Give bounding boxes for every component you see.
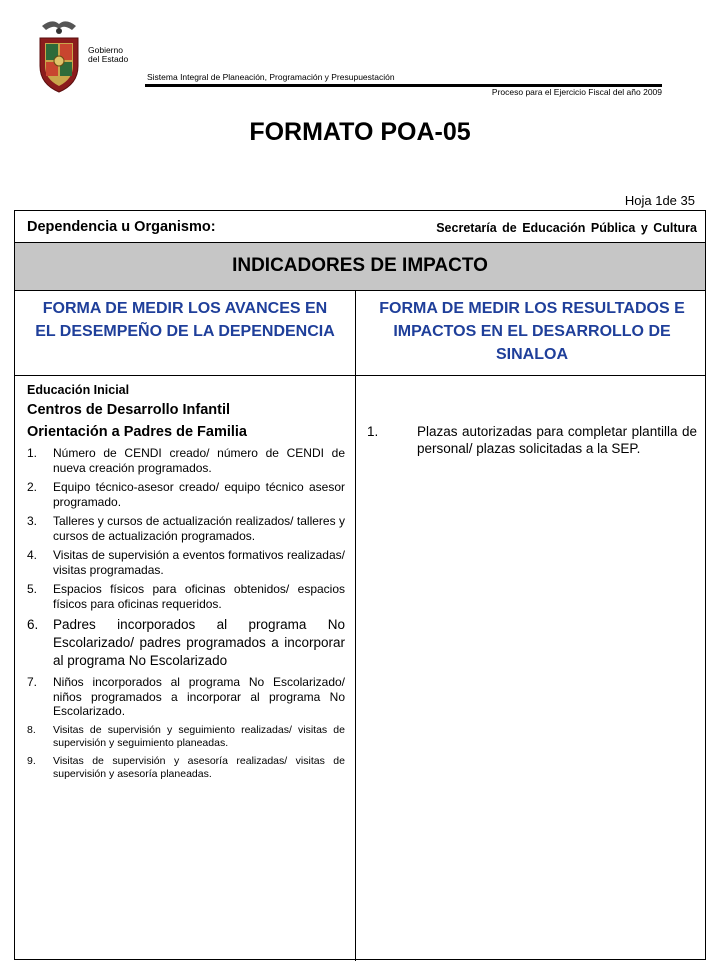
left-indicator-list xyxy=(27,446,345,781)
item-text: Equipo técnico-asesor creado/ equipo técnico asesor programado. xyxy=(53,480,345,509)
item-number: 4. xyxy=(27,548,38,562)
item-text: Visitas de supervisión y seguimiento realizadas/ visitas de supervisión y seguimiento planeadas. xyxy=(53,723,345,749)
list-item xyxy=(27,480,345,509)
list-item xyxy=(27,724,345,750)
fiscal-process-label: Proceso para el Ejercicio Fiscal del año 2009 xyxy=(491,87,662,97)
heading-cendi: Centros de Desarrollo Infantil xyxy=(27,402,231,418)
list-item xyxy=(27,755,345,781)
item-text: Visitas de supervisión y asesoría realizadas/ visitas de supervisión y asesoría planeadas. xyxy=(53,754,345,780)
right-indicator-list xyxy=(367,423,697,457)
list-item xyxy=(27,548,345,577)
item-number: 9. xyxy=(27,754,36,767)
item-number: 2. xyxy=(27,480,38,494)
item-number: 8. xyxy=(27,723,36,736)
page-number: Hoja 1de 35 xyxy=(624,193,695,208)
list-item xyxy=(367,423,697,457)
del-estado-text: del Estado xyxy=(88,54,129,64)
page-title: FORMATO POA-05 xyxy=(249,118,471,146)
item-number: 3. xyxy=(27,514,38,528)
list-item xyxy=(27,582,345,611)
dependency-row xyxy=(15,211,705,243)
system-name: Sistema Integral de Planeación, Programación y Presupuestación xyxy=(147,72,395,82)
gobierno-label xyxy=(88,46,128,64)
column-divider xyxy=(355,291,356,961)
section-title: INDICADORES DE IMPACTO xyxy=(15,243,705,291)
subtitle-educacion-inicial: Educación Inicial xyxy=(27,383,130,397)
left-column-content xyxy=(27,383,345,786)
item-text: Plazas autorizadas para completar plantilla de personal/ plazas solicitadas a la SEP. xyxy=(417,424,697,456)
indicators-table xyxy=(14,210,706,960)
item-number: 6. xyxy=(27,617,39,632)
dependency-label: Dependencia u Organismo: xyxy=(27,219,216,235)
right-column-content xyxy=(367,423,697,462)
right-column-header: FORMA DE MEDIR LOS RESULTADOS E IMPACTOS EN EL DESARROLLO DE SINALOA xyxy=(355,291,705,376)
item-text: Talleres y cursos de actualización realizados/ talleres y cursos de actualización programados. xyxy=(53,514,345,543)
item-text: Padres incorporados al programa No Escolarizado/ padres programados a incorporar al programa No Escolarizado xyxy=(53,617,345,668)
list-item xyxy=(27,616,345,670)
list-item xyxy=(27,514,345,543)
item-number: 5. xyxy=(27,582,38,596)
item-number: 1. xyxy=(27,446,38,460)
dependency-value: Secretaría de Educación Pública y Cultura xyxy=(436,221,697,235)
item-number: 1. xyxy=(367,424,379,439)
item-text: Niños incorporados al programa No Escolarizado/ niños programados a incorporar al programa No Escolarizado. xyxy=(53,675,345,718)
item-text: Visitas de supervisión a eventos formativos realizadas/ visitas programadas. xyxy=(53,548,345,577)
item-text: Espacios físicos para oficinas obtenidos/ espacios físicos para oficinas requeridos. xyxy=(53,582,345,611)
item-number: 7. xyxy=(27,675,38,689)
list-item xyxy=(27,675,345,719)
heading-orientacion: Orientación a Padres de Familia xyxy=(27,424,247,440)
left-column-header: FORMA DE MEDIR LOS AVANCES EN EL DESEMPEÑO DE LA DEPENDENCIA xyxy=(15,291,355,376)
list-item xyxy=(27,446,345,475)
gobierno-text: Gobierno xyxy=(88,45,123,55)
state-seal-logo xyxy=(34,16,84,96)
item-text: Número de CENDI creado/ número de CENDI de nueva creación programados. xyxy=(53,446,345,475)
